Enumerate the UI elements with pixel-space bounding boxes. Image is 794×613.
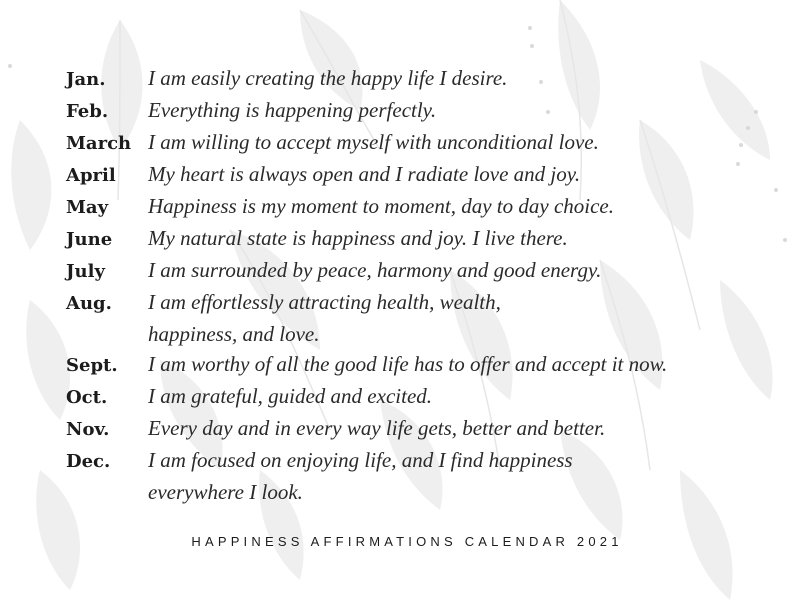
affirmation-text: I am surrounded by peace, harmony and good energy. [148, 258, 602, 282]
month-label: July [66, 261, 105, 282]
leaf-icon [36, 470, 80, 590]
affirmation-text: everywhere I look. [148, 480, 303, 504]
month-label: Oct. [66, 387, 108, 408]
month-label: May [66, 197, 109, 218]
affirmation-text: My natural state is happiness and joy. I live there. [148, 226, 568, 250]
affirmation-text: I am grateful, guided and excited. [148, 384, 433, 408]
affirmation-text: Everything is happening perfectly. [148, 98, 437, 122]
leaf-icon [26, 300, 70, 420]
month-label: Dec. [66, 451, 111, 472]
calendar-title: HAPPINESS AFFIRMATIONS CALENDAR 2021 [191, 534, 623, 549]
affirmation-text: Happiness is my moment to moment, day to day choice. [148, 194, 614, 218]
month-label: Jan. [66, 69, 106, 90]
leaf-icon [101, 20, 142, 150]
month-label: April [66, 165, 116, 186]
month-label: March [66, 133, 132, 154]
affirmation-text: I am willing to accept myself with unconditional love. [148, 130, 599, 154]
affirmation-text: I am effortlessly attracting health, wealth, [148, 290, 501, 314]
leaf-icon [11, 120, 51, 250]
month-label: Sept. [66, 355, 118, 376]
month-label: Aug. [66, 293, 112, 314]
affirmation-text: I am focused on enjoying life, and I find happiness [148, 448, 573, 472]
affirmation-text: I am worthy of all the good life has to offer and accept it now. [148, 352, 668, 376]
affirmation-text: Every day and in every way life gets, better and better. [148, 416, 606, 440]
affirmation-text: I am easily creating the happy life I desire. [148, 66, 508, 90]
affirmation-text: My heart is always open and I radiate love and joy. [148, 162, 581, 186]
affirmation-text: happiness, and love. [148, 322, 320, 346]
month-label: Nov. [66, 419, 110, 440]
month-label: Feb. [66, 101, 109, 122]
month-label: June [66, 229, 113, 250]
